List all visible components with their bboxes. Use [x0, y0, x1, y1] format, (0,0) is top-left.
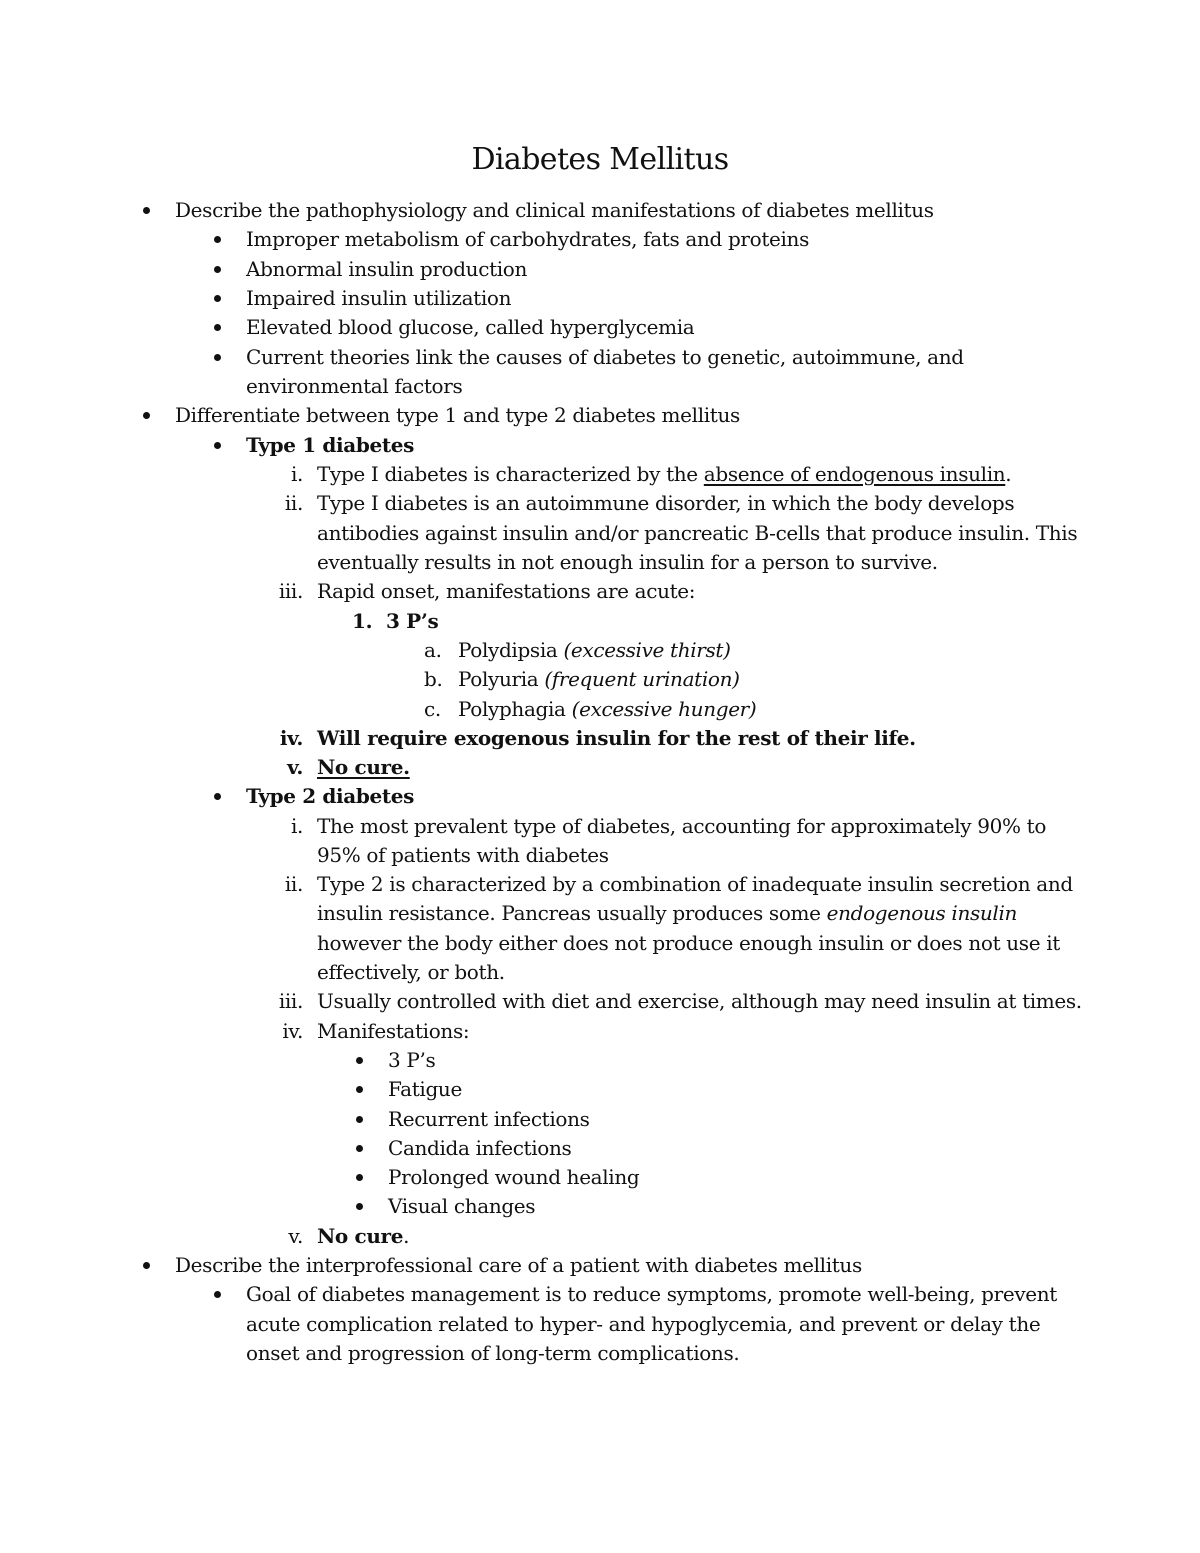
- bullet-icon: [214, 324, 221, 331]
- type2-item-ii-cont: insulin resistance. Pancreas usually produces some endogenous insulin: [317, 901, 1018, 925]
- list-item: Current theories link the causes of diabetes to genetic, autoimmune, and: [246, 343, 964, 372]
- bullet-icon: [356, 1145, 363, 1152]
- goal-item: Goal of diabetes management is to reduce symptoms, promote well-being, prevent: [246, 1280, 1057, 1309]
- three-ps-item: c. Polyphagia (excessive hunger): [458, 695, 756, 724]
- type2-item-i-cont: 95% of patients with diabetes: [317, 843, 609, 867]
- type1-item-iv: iv. Will require exogenous insulin for the rest of their life.: [317, 724, 916, 753]
- bullet-icon: [214, 793, 221, 800]
- three-ps-heading: 1. 3 P’s: [386, 607, 438, 636]
- type1-item-iii: iii. Rapid onset, manifestations are acute:: [317, 577, 695, 606]
- roman-marker: ii.: [284, 491, 303, 515]
- section-heading-differentiate: Differentiate between type 1 and type 2 diabetes mellitus: [175, 401, 740, 430]
- letter-marker: b.: [424, 667, 443, 691]
- manifestation-item: Prolonged wound healing: [388, 1163, 639, 1192]
- page-title: Diabetes Mellitus: [471, 142, 729, 177]
- roman-marker: i.: [290, 462, 303, 486]
- type2-item-i: i. The most prevalent type of diabetes, accounting for approximately 90% to: [317, 812, 1046, 841]
- letter-marker: c.: [424, 697, 441, 721]
- roman-marker: iv.: [282, 1019, 303, 1043]
- manifestation-item: Candida infections: [388, 1134, 571, 1163]
- bullet-icon: [143, 207, 150, 214]
- list-item: Elevated blood glucose, called hyperglycemia: [246, 313, 694, 342]
- list-item-continuation: environmental factors: [246, 374, 463, 398]
- goal-item-cont: acute complication related to hyper- and hypoglycemia, and prevent or delay the: [246, 1312, 1041, 1336]
- goal-item-cont: onset and progression of long-term complications.: [246, 1341, 740, 1365]
- type2-item-ii: ii. Type 2 is characterized by a combination of inadequate insulin secretion and: [317, 870, 1073, 899]
- type2-item-iv: iv. Manifestations:: [317, 1017, 469, 1046]
- roman-marker: i.: [290, 814, 303, 838]
- roman-marker: iii.: [278, 989, 303, 1013]
- list-item: Improper metabolism of carbohydrates, fats and proteins: [246, 225, 809, 254]
- list-item: Abnormal insulin production: [246, 255, 527, 284]
- bullet-icon: [356, 1116, 363, 1123]
- bullet-icon: [143, 412, 150, 419]
- type1-item-v: v. No cure.: [317, 753, 410, 782]
- bullet-icon: [356, 1057, 363, 1064]
- bullet-icon: [214, 266, 221, 273]
- manifestation-item: Fatigue: [388, 1075, 462, 1104]
- roman-marker: v.: [287, 755, 303, 779]
- type2-item-iii: iii. Usually controlled with diet and exercise, although may need insulin at times.: [317, 987, 1082, 1016]
- three-ps-item: a. Polydipsia (excessive thirst): [458, 636, 731, 665]
- bullet-icon: [143, 1262, 150, 1269]
- manifestation-item: Recurrent infections: [388, 1105, 590, 1134]
- type2-heading: Type 2 diabetes: [246, 782, 414, 811]
- type2-item-ii-cont: effectively, or both.: [317, 960, 505, 984]
- bullet-icon: [356, 1086, 363, 1093]
- manifestation-item: Visual changes: [388, 1192, 535, 1221]
- type2-item-v: v. No cure.: [317, 1222, 409, 1251]
- bullet-icon: [214, 442, 221, 449]
- section-heading-pathophysiology: Describe the pathophysiology and clinical manifestations of diabetes mellitus: [175, 196, 934, 225]
- roman-marker: ii.: [284, 872, 303, 896]
- bullet-icon: [356, 1203, 363, 1210]
- list-item: Impaired insulin utilization: [246, 284, 511, 313]
- type1-item-i: i. Type I diabetes is characterized by the absence of endogenous insulin.: [317, 460, 1011, 489]
- bullet-icon: [214, 295, 221, 302]
- bullet-icon: [214, 354, 221, 361]
- bullet-icon: [214, 1291, 221, 1298]
- letter-marker: a.: [424, 638, 442, 662]
- manifestation-item: 3 P’s: [388, 1046, 435, 1075]
- three-ps-item: b. Polyuria (frequent urination): [458, 665, 740, 694]
- number-marker: 1.: [352, 609, 373, 633]
- type2-item-ii-cont: however the body either does not produce enough insulin or does not use it: [317, 931, 1060, 955]
- type1-item-ii: ii. Type I diabetes is an autoimmune disorder, in which the body develops: [317, 489, 1014, 518]
- roman-marker: v.: [288, 1224, 303, 1248]
- type1-heading: Type 1 diabetes: [246, 431, 414, 460]
- bullet-icon: [214, 236, 221, 243]
- bullet-icon: [356, 1174, 363, 1181]
- type1-item-ii-cont: antibodies against insulin and/or pancreatic B-cells that produce insulin. This: [317, 521, 1078, 545]
- section-heading-interprofessional: Describe the interprofessional care of a patient with diabetes mellitus: [175, 1251, 862, 1280]
- roman-marker: iii.: [278, 579, 303, 603]
- roman-marker: iv.: [279, 726, 303, 750]
- type1-item-ii-cont: eventually results in not enough insulin for a person to survive.: [317, 550, 938, 574]
